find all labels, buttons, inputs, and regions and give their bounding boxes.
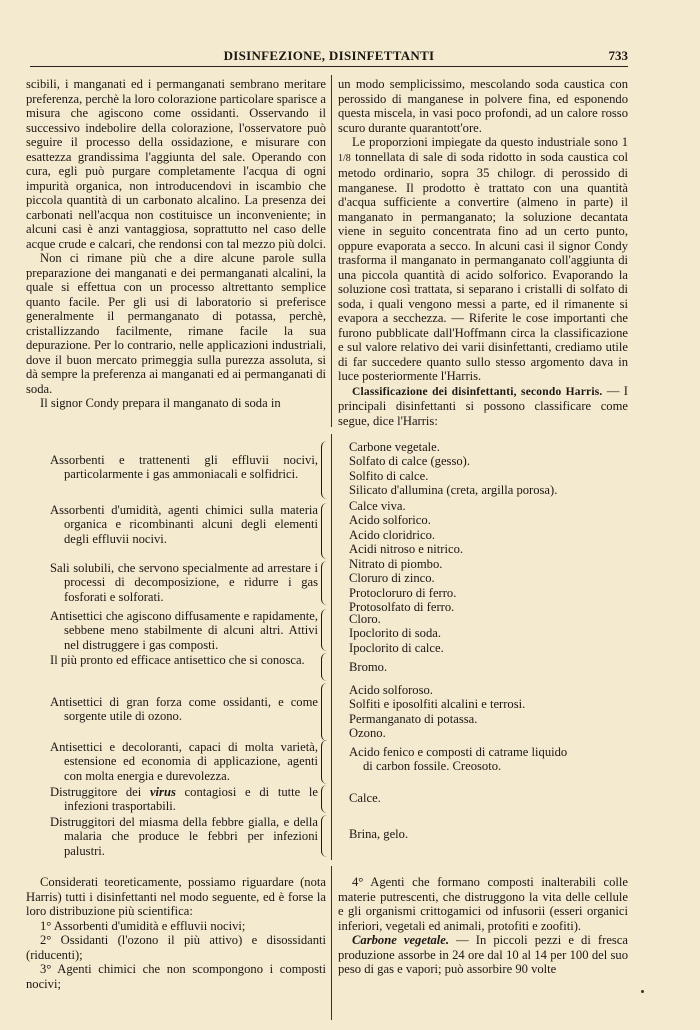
- bottom-left-paragraph: Considerati teoreticamente, possiamo riguardare (nota Harris) tutti i disinfettanti nel modo seguente, ed è forse la loro distribuzione più scientifica:: [26, 875, 326, 918]
- running-head: [30, 48, 628, 67]
- column-divider-bottom: [331, 866, 332, 1020]
- ink-spot: [641, 990, 644, 993]
- classification-item: Ozono.: [349, 725, 386, 740]
- classification-item: Protocloruro di ferro.: [349, 585, 457, 600]
- classification-item: Cloro.: [349, 612, 381, 626]
- list-item: 1° Assorbenti d'umidità e effluvii nocivi;: [40, 918, 246, 933]
- right-paragraph-2: [338, 135, 628, 384]
- classification-item: Acido solforoso.: [349, 683, 433, 697]
- virus-term: virus: [149, 785, 176, 799]
- classification-item: Solfito di calce.: [349, 468, 429, 483]
- brace: [321, 683, 330, 741]
- classification-description: Il più pronto ed efficace antisettico che si conosca.: [50, 653, 305, 667]
- classification-items: [349, 557, 639, 614]
- bottom-right-column: [338, 875, 628, 977]
- classification-items: [349, 791, 639, 805]
- classification-items: [349, 612, 639, 655]
- classification-item: Solfiti e iposolfiti alcalini e terrosi.: [349, 697, 526, 712]
- classification-description: Assorbenti e trattenenti gli effluvii nocivi, particolarmente i gas ammoniacali e solfidrici.: [50, 453, 318, 482]
- classification-description: Antisettici e decoloranti, capaci di molta varietà, estensione ed economia di applicazione, agenti con molta energia e durevolezza.: [50, 740, 318, 783]
- classification-description: Antisettici di gran forza come ossidanti, e come sorgente utile di ozono.: [50, 695, 318, 724]
- brace: [321, 561, 330, 605]
- bottom-right-paragraph-2: Carbone vegetale. — In piccoli pezzi e di fresca produzione assorbe in 24 ore dal 10 al 14 per 100 del suo peso di gas e vapori; può assorbire 90 volte: [338, 933, 628, 976]
- classification-items: [349, 745, 639, 774]
- classification-item: Brina, gelo.: [349, 827, 409, 841]
- classification-item: Acido fenico e composti di catrame liquido: [349, 745, 568, 759]
- section-heading-text: — I principali disinfettanti si possono classificare come segue, dice l'Harris:: [338, 383, 628, 428]
- left-paragraph-1: scibili, i manganati ed i permanganati sembrano meritare preferenza, perchè la loro colorazione particolare sparisce a misura che agiscono come ossidanti. Osservando il successivo indebolire della colorazione, l'osservatore può seguire il processo della ossidazione, e misurare con esattezza grandissima l'aggiunta del sale. Operando con cura, egli può purgare completamente l'acqua di ogni impurità organica, non introducendovi in iscambio che piccola quantità di un carbonato alcalino. La presenza dei carbonati nell'acqua non costituisce un inconveniente; in alcuni casi è anzi vantaggiosa, soprattutto nel caso delle acque crude e calcari, che rendonsi con tal mezzo più dolci.: [26, 77, 327, 251]
- carbone-heading: Carbone vegetale.: [352, 933, 449, 947]
- classification-description: Distruggitore dei virus contagiosi e di tutte le infezioni trasportabili.: [50, 785, 318, 814]
- classification-description: Antisettici che agiscono diffusamente e rapidamente, sebbene meno stabilmente di alcuni altri. Attivi nel distruggere i gas composti.: [50, 609, 318, 652]
- classification-item: Protosolfato di ferro.: [349, 599, 455, 614]
- classification-description: Sali solubili, che servono specialmente ad arrestare i processi di decomposizione, e ridurre i gas fosforati e solforati.: [50, 561, 318, 604]
- right-column: [338, 77, 628, 428]
- left-paragraph-2: Non ci rimane più che a dire alcune parole sulla preparazione dei manganati e dei permanganati alcalini, la quale si effettua con un processo altrettanto semplice quanto facile. Per gli usi di laboratorio si preferisce generalmente il permanganato di potassa, perchè, cristallizzando facilmente, rimane facile la sua depurazione. Per lo contrario, nelle applicazioni industriali, dove il buon mercato primeggia sulla purezza assoluta, si dà sempre la preferenza ai manganati ed ai permanganati di soda.: [26, 251, 326, 396]
- classification-item: Nitrato di piombo.: [349, 557, 443, 571]
- list-item: 2° Ossidanti (l'ozono il più attivo) e disossidanti (riducenti);: [26, 933, 326, 962]
- list-item: 3° Agenti chimici che non scompongono i composti nocivi;: [26, 962, 326, 991]
- classification-items: [349, 440, 639, 497]
- classification-item: Calce viva.: [349, 499, 406, 513]
- brace: [321, 740, 330, 784]
- classification-item: di carbon fossile. Creosoto.: [363, 759, 502, 774]
- brace: [321, 503, 330, 559]
- classification-item: Silicato d'allumina (creta, argilla porosa).: [349, 482, 558, 497]
- classification-item: Permanganato di potassa.: [349, 711, 478, 726]
- classification-description: Assorbenti d'umidità, agenti chimici sulla materia organica e ricombinanti alcuni degli elementi degli effluvii nocivi.: [50, 503, 318, 546]
- left-paragraph-3: Il signor Condy prepara il manganato di soda in: [40, 396, 281, 410]
- classification-item: Acido cloridrico.: [349, 527, 436, 542]
- brace: [321, 653, 330, 681]
- classification-item: Acidi nitroso e nitrico.: [349, 541, 464, 556]
- classification-item: Carbone vegetale.: [349, 440, 440, 454]
- classification-items: [349, 827, 639, 841]
- brace: [321, 441, 330, 499]
- classification-item: Acido solforico.: [349, 513, 431, 528]
- classification-items: [349, 660, 639, 674]
- brace: [321, 815, 330, 857]
- section-heading: Classificazione dei disinfettanti, secondo Harris.: [352, 385, 603, 398]
- left-column: [26, 77, 326, 411]
- classification-description: Distruggitori del miasma della febbre gialla, e della malaria che produce le febbri per infezioni palustri.: [50, 815, 318, 858]
- right-paragraph-1: un modo semplicissimo, mescolando soda caustica con perossido di manganese in polvere fina, ed esponendo questa miscela, in vasi poco profondi, ad un calore rosso scuro durante quarantott'ore.: [338, 77, 628, 135]
- classification-items: [349, 683, 639, 740]
- classification-item: Ipoclorito di soda.: [349, 626, 441, 641]
- fraction: 1/8: [338, 152, 351, 164]
- right-paragraph-2-start: Le proporzioni impiegate da questo industriale sono 1: [352, 135, 628, 149]
- classification-item: Cloruro di zinco.: [349, 571, 435, 586]
- page-number: 733: [608, 48, 628, 63]
- classification-divider: [331, 434, 332, 860]
- classification-item: Solfato di calce (gesso).: [349, 454, 470, 469]
- brace: [321, 609, 330, 651]
- bottom-left-column: [26, 875, 326, 991]
- running-title: DISINFEZIONE, DISINFETTANTI: [223, 48, 435, 63]
- bottom-right-paragraph-1: 4° Agenti che formano composti inalterabili colle materie putrescenti, che distruggono la vita delle cellule e gli organismi crittogamici od infusorii (esseri organici inferiori, vegetali ed animali, protofiti e zoofiti).: [338, 875, 628, 933]
- classification-item: Ipoclorito di calce.: [349, 640, 444, 655]
- right-paragraph-2-rest: tonnellata di sale di soda ridotto in soda caustica col metodo ordinario, sopra 35 chilogr. di perossido di manganese. Il prodotto è trattato con una quantità d'acqua sufficiente a convertire (almeno in parte) il manganato in permanganato; la soluzione decantata viene in seguito concentrata fino ad un certo punto, oppure evaporata a secco. In alcuni casi il signor Condy trasforma il manganato in permanganato coll'aggiunta di una piccola quantità di acido solforico. Evaporando la soluzione così trattata, si separano i cristalli di solfato di soda, i quali vengono messi a parte, ed il rimanente si evapora a secchezza. — Riferite le cose importanti che furono pubblicate dall'Hoffmann circa la classificazione e sul valore relativo dei varii disinfettanti, crediamo utile di far succedere quanto sullo stesso argomento dava in luce posteriormente l'Harris.: [338, 149, 628, 383]
- right-paragraph-3: [338, 384, 628, 429]
- classification-item: Calce.: [349, 791, 381, 805]
- classification-items: [349, 499, 639, 556]
- brace: [321, 785, 330, 813]
- column-divider: [331, 75, 332, 427]
- classification-item: Bromo.: [349, 660, 388, 674]
